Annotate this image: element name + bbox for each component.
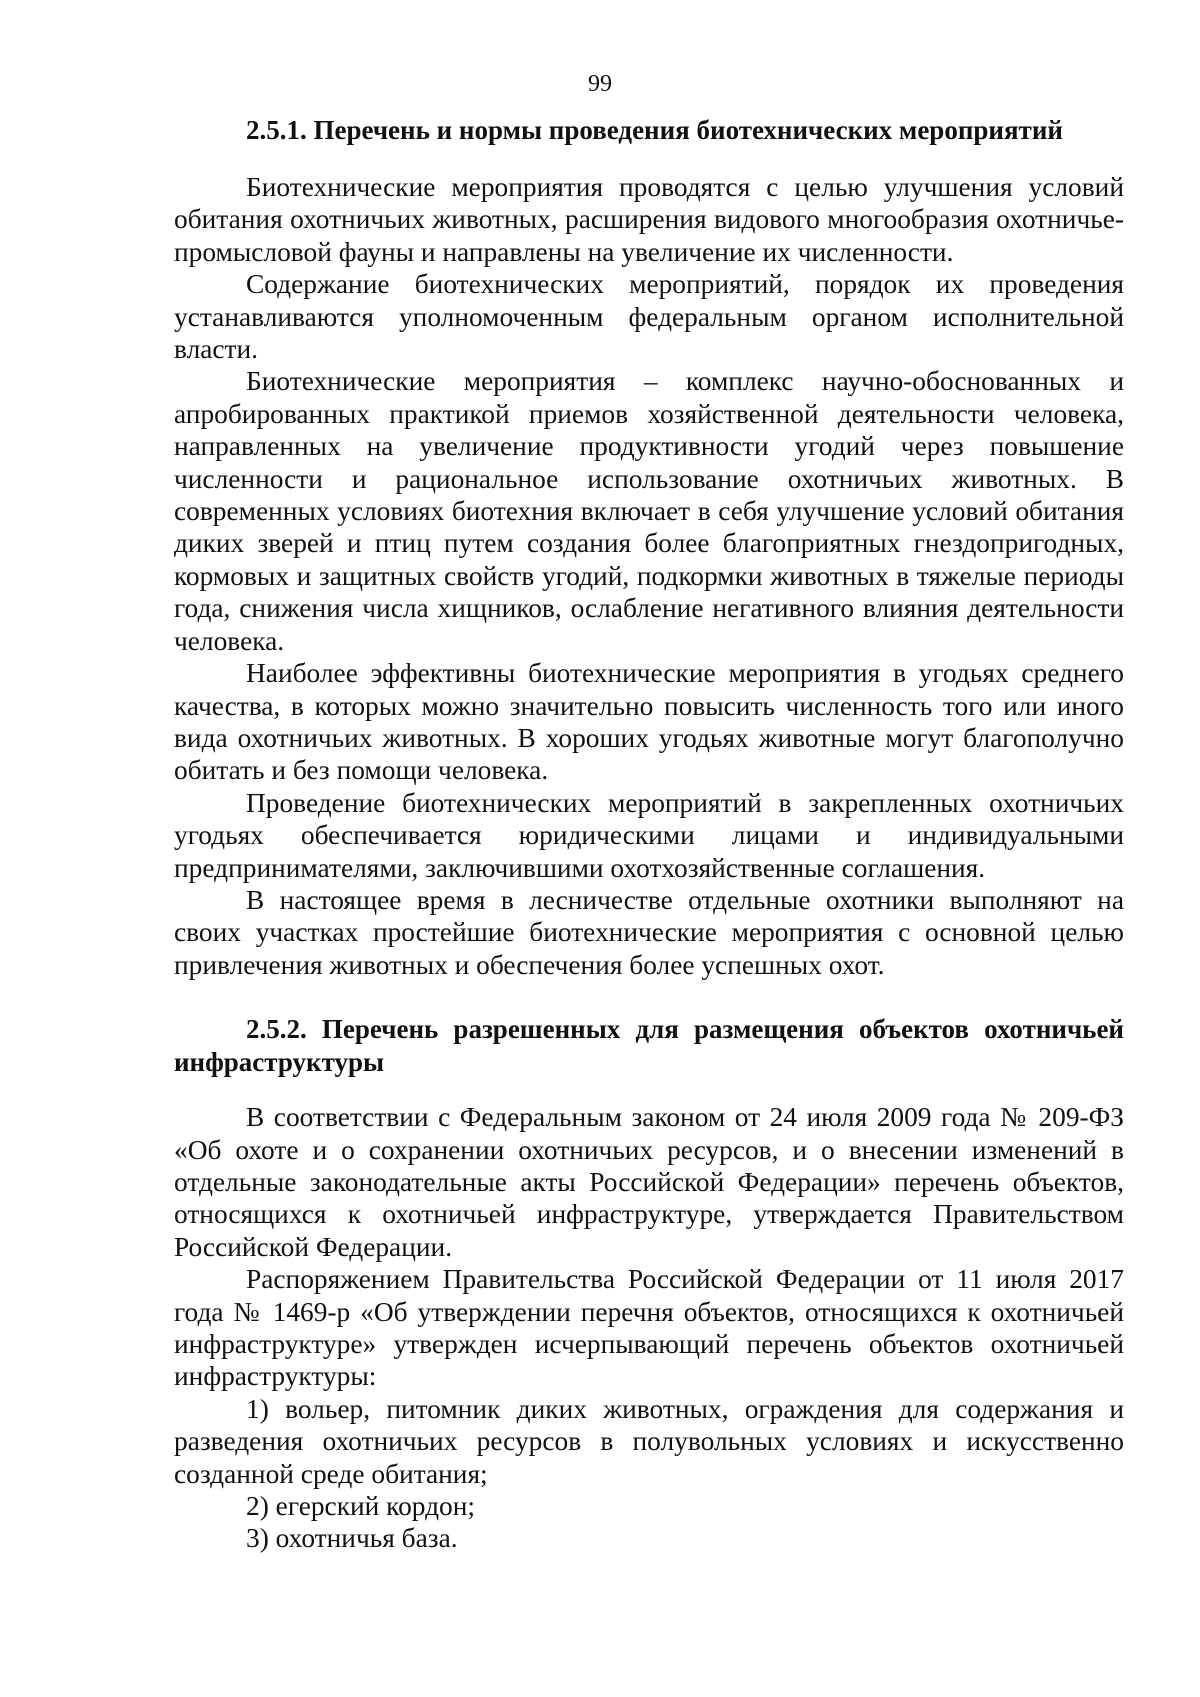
section-1-paragraph-5: Проведение биотехнических мероприятий в закрепленных охотничьих угодьях обеспечивается юридическими лицами и индивидуальными предпринимателями, заключившими охотхозяйственные соглашения. [174,787,1124,883]
infrastructure-list-item-1: 1) вольер, питомник диких животных, ограждения для содержания и разведения охотничьих ресурсов в полувольных условиях и искусственно созданной среде обитания; [174,1393,1124,1489]
section-2-paragraph-2: Распоряжением Правительства Российской Федерации от 11 июля 2017 года № 1469-р «Об утверждении перечня объектов, относящихся к охотничьей инфраструктуре» утвержден исчерпывающий перечень объектов охотничьей инфраструктуры: [174,1264,1124,1392]
section-1-heading: 2.5.1. Перечень и нормы проведения биотехнических мероприятий [246,115,1063,145]
section-1-paragraph-1: Биотехнические мероприятия проводятся с целью улучшения условий обитания охотничьих животных, расширения видового многообразия охотничье-промысловой фауны и направлены на увеличение их численности. [174,172,1124,267]
section-1-paragraph-2: Содержание биотехнических мероприятий, порядок их проведения устанавливаются уполномоченным федеральным органом исполнительной власти. [174,269,1124,365]
section-2-paragraph-1: В соответствии с Федеральным законом от 24 июля 2009 года № 209-ФЗ «Об охоте и о сохранении охотничьих ресурсов, и о внесении изменений в отдельные законодательные акты Российской Федерации» перечень объектов, относящихся к охотничьей инфраструктуре, утверждается Правительством Российской Федерации. [174,1102,1124,1262]
spacer [174,147,1124,171]
section-2-heading: 2.5.2. Перечень разрешенных для размещения объектов охотничьей инфраструктуры [174,1014,1124,1078]
section-1-paragraph-4: Наиболее эффективны биотехнические мероприятия в угодьях среднего качества, в которых можно значительно повысить численность того или иного вида охотничьих животных. В хороших угодьях животные могут благополучно обитать и без помощи человека. [174,658,1124,786]
section-1-paragraph-3: Биотехнические мероприятия – комплекс научно-обоснованных и апробированных практикой приемов хозяйственной деятельности человека, направленных на увеличение продуктивности угодий через повышение численности и рациональное использование охотничьих животных. В современных условиях биотехния включает в себя улучшение условий обитания диких зверей и птиц путем создания более благоприятных гнездопригодных, кормовых и защитных свойств угодий, подкормки животных в тяжелые периоды года, снижения числа хищников, ослабление негативного влияния деятельности человека. [174,366,1124,656]
page-content [174,114,1124,1555]
infrastructure-list-item-3: 3) охотничья база. [246,1523,458,1554]
spacer [174,1079,1124,1101]
section-1-paragraph-6: В настоящее время в лесничестве отдельные охотники выполняют на своих участках простейшие биотехнические мероприятия с основной целью привлечения животных и обеспечения более успешных охот. [174,884,1124,980]
page-number: 99 [588,71,612,97]
spacer [174,981,1124,1013]
infrastructure-list-item-2: 2) егерский кордон; [246,1491,476,1522]
